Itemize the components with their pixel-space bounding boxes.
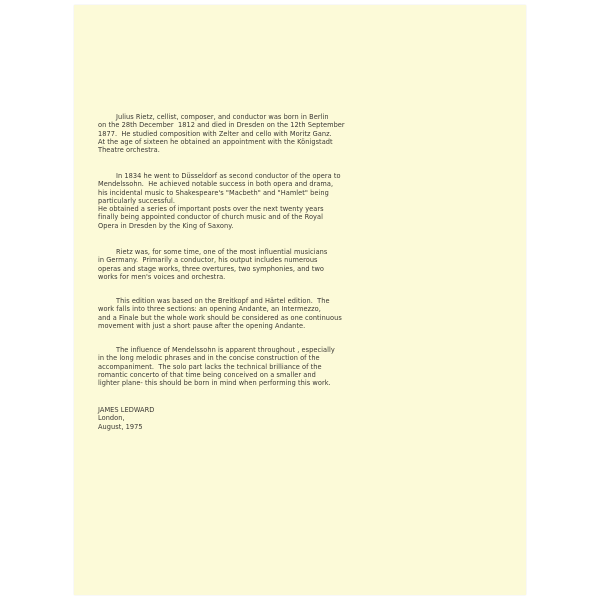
text-line: work falls into three sections: an opening Andante, an Intermezzo,	[98, 305, 321, 314]
text-line: in the long melodic phrases and in the concise construction of the	[98, 354, 320, 363]
signature-block	[98, 406, 154, 431]
text-line: Mendelssohn. He achieved notable success in both opera and drama,	[98, 180, 334, 189]
text-line: his incidental music to Shakespeare's "Macbeth" and "Hamlet" being	[98, 188, 329, 197]
text-line: At the age of sixteen he obtained an appointment with the Königstadt	[98, 137, 333, 146]
text-line: works for men's voices and orchestra.	[98, 272, 226, 281]
signature-date: August, 1975	[98, 422, 143, 431]
paragraph-mendelssohn	[98, 346, 335, 387]
text-line: in Germany. Primarily a conductor, his output includes numerous	[98, 256, 318, 265]
text-line: Rietz was, for some time, one of the most influential musicians	[116, 248, 328, 256]
text-line: accompaniment. The solo part lacks the technical brilliance of the	[98, 362, 322, 371]
text-line: particularly successful.	[98, 196, 175, 205]
text-line: Opera in Dresden by the King of Saxony.	[98, 221, 234, 230]
text-line: This edition was based on the Breitkopf and Härtel edition. The	[116, 297, 330, 305]
signature-place: London,	[98, 414, 125, 423]
text-line: movement with just a short pause after the opening Andante.	[98, 321, 306, 330]
text-line: The influence of Mendelssohn is apparent throughout , especially	[116, 346, 335, 354]
text-line: Theatre orchestra.	[98, 146, 160, 155]
text-line: finally being appointed conductor of church music and of the Royal	[98, 213, 323, 222]
text-line: romantic concerto of that time being conceived on a smaller and	[98, 370, 316, 379]
text-line: lighter plane- this should be born in mind when performing this work.	[98, 379, 331, 388]
text-line: on the 28th December 1812 and died in Dresden on the 12th September	[98, 121, 345, 130]
text-line: and a Finale but the whole work should be considered as one continuous	[98, 313, 342, 322]
text-line: In 1834 he went to Düsseldorf as second conductor of the opera to	[116, 172, 341, 180]
text-line: Julius Rietz, cellist, composer, and conductor was born in Berlin	[116, 113, 329, 121]
text-line: He obtained a series of important posts over the next twenty years	[98, 205, 324, 214]
text-line: operas and stage works, three overtures, two symphonies, and two	[98, 264, 324, 273]
paragraph-biography	[98, 113, 345, 154]
paragraph-edition	[98, 297, 342, 330]
paragraph-influence-germany	[98, 248, 327, 281]
signature-name: JAMES LEDWARD	[98, 406, 155, 414]
paragraph-career	[98, 172, 341, 230]
text-line: 1877. He studied composition with Zelter and cello with Moritz Ganz.	[98, 129, 332, 138]
